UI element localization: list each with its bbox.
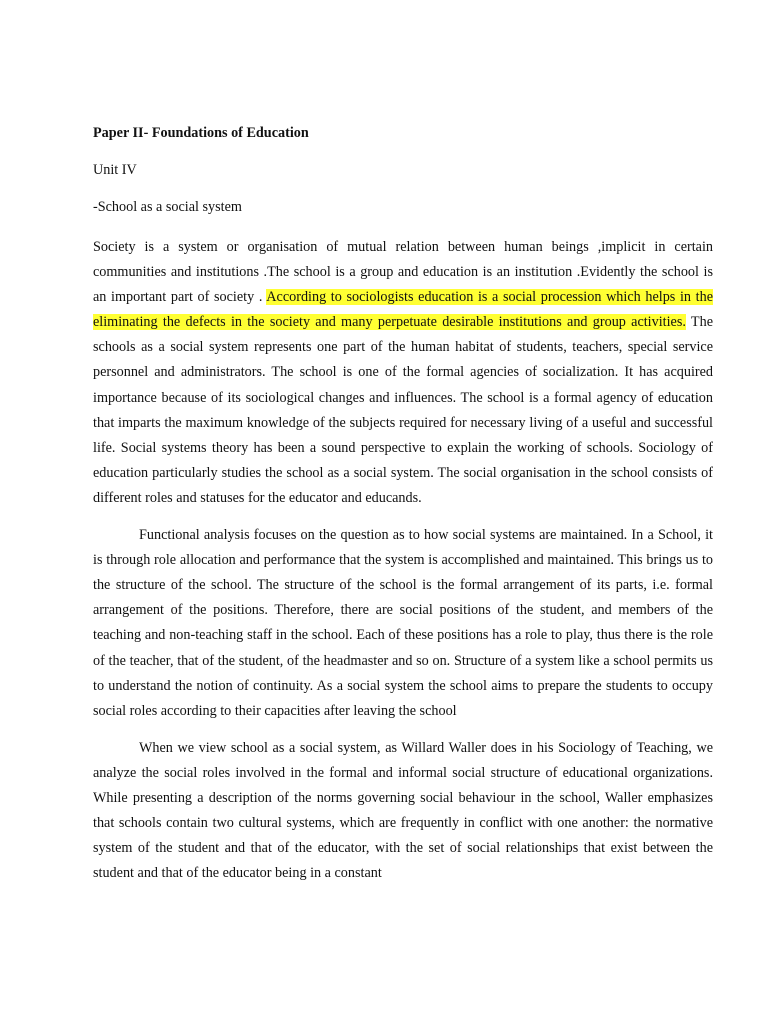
document-title: Paper II- Foundations of Education — [93, 125, 309, 141]
paragraph-1 — [93, 235, 713, 511]
paragraph-1-rest: The schools as a social system represents one part of the human habitat of students, teachers, special service personnel and administrators. The school is one of the formal agencies of socialization. It has acquired importance because of its sociological changes and influences. The school is a formal agency of education that imparts the maximum knowledge of the subjects required for necessary living of a useful and successful life. Social systems theory has been a sound perspective to explain the working of schools. Sociology of education particularly studies the school as a social system. The social organisation in the school consists of different roles and statuses for the educator and educands. — [93, 314, 713, 506]
paragraph-1-intro: Society is a system or organisation of mutual relation between human beings ,implicit in certain communities and institutions .The school is a group and education is an institution .Evidently the school is an important part of society . — [93, 239, 713, 306]
document-page — [93, 124, 713, 898]
highlighted-text: According to sociologists education is a social procession which helps in the eliminating the defects in the society and many perpetuate desirable institutions and group activities. — [93, 289, 713, 331]
section-heading: -School as a social system — [93, 199, 242, 215]
unit-heading: Unit IV — [93, 162, 137, 178]
paragraph-3: When we view school as a social system, as Willard Waller does in his Sociology of Teaching, we analyze the social roles involved in the formal and informal social structure of educational organizations. While presenting a description of the norms governing social behaviour in the school, Waller emphasizes that schools contain two cultural systems, which are frequently in conflict with one another: the normative system of the student and that of the educator, with the set of social relationships that exist between the student and that of the educator being in a constant — [93, 739, 713, 882]
paragraph-2: Functional analysis focuses on the question as to how social systems are maintained. In a School, it is through role allocation and performance that the system is accomplished and maintained. This brings us to the structure of the school. The structure of the school is the formal arrangement of its parts, i.e. formal arrangement of the positions. Therefore, there are social positions of the student, and members of the teaching and non-teaching staff in the school. Each of these positions has a role to play, thus there is the role of the teacher, that of the student, of the headmaster and so on. Structure of a system like a school permits us to understand the notion of continuity. As a social system the school aims to prepare the students to occupy social roles according to their capacities after leaving the school — [93, 527, 713, 719]
